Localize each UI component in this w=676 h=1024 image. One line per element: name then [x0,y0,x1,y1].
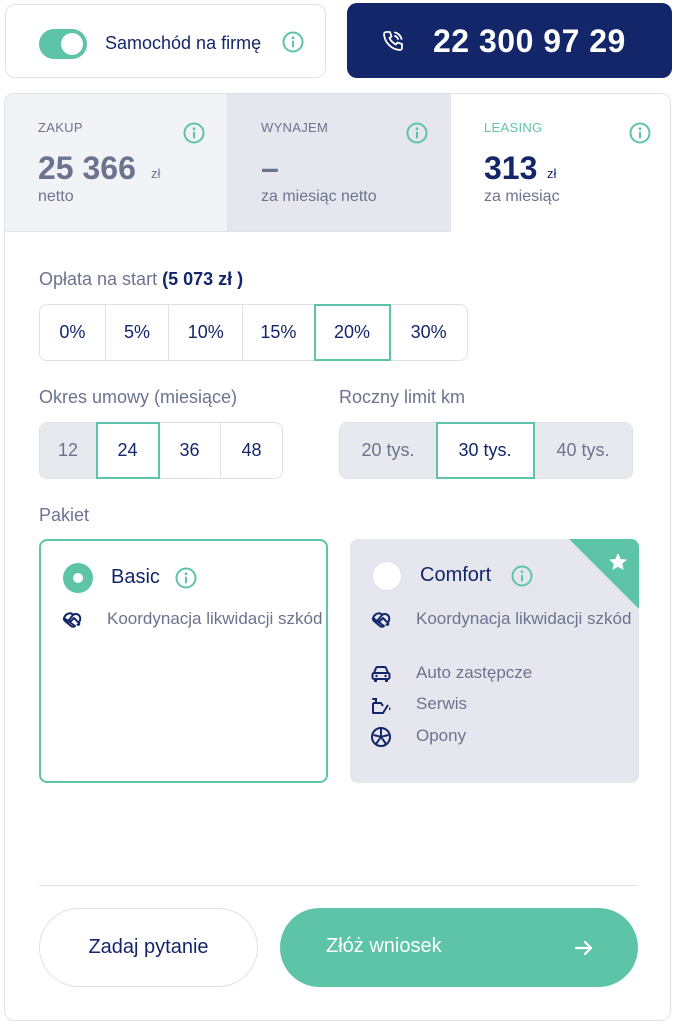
down-payment-option[interactable]: 10% [169,305,243,360]
down-payment-option[interactable]: 5% [106,305,170,360]
tire-icon [370,726,392,748]
car-icon [370,663,392,685]
submit-application-label: Złóż wniosek [326,935,442,957]
ask-question-button[interactable]: Zadaj pytanie [39,908,258,987]
tab-title: LEASING [484,120,543,135]
tab-title: ZAKUP [38,120,83,135]
contract-period-label: Okres umowy (miesiące) [39,387,238,407]
package-feature-text: Opony [416,726,467,745]
package-basic-radio[interactable] [63,563,93,593]
tab-rent[interactable] [228,94,451,232]
phone-button[interactable] [347,3,672,78]
package-feature-text: Koordynacja likwidacji szkód [107,609,323,628]
down-payment-label-text: Opłata na start [39,269,158,289]
down-payment-option-selected[interactable]: 20% [315,305,391,360]
annual-km-option-disabled: 20 tys. [340,423,437,478]
package-feature-text: Auto zastępcze [416,663,533,682]
tab-subtitle: za miesiąc [484,188,560,205]
down-payment-label [39,269,243,290]
annual-km-option-selected[interactable]: 30 tys. [437,423,534,478]
company-car-switch[interactable] [39,29,87,59]
annual-km-option-disabled: 40 tys. [534,423,632,478]
tab-price: 25 366 [38,150,136,186]
contract-period-option[interactable]: 48 [241,440,262,460]
tabs-divider [5,231,451,232]
offer-card [4,93,671,1021]
info-icon[interactable] [282,31,304,53]
actions-divider [39,885,638,886]
phone-number: 22 300 97 29 [433,23,626,59]
annual-km-options [339,422,633,479]
annual-km-label: Roczny limit km [339,387,466,407]
recommended-ribbon [569,539,639,609]
contract-period-option-selected[interactable]: 24 [97,423,159,478]
info-icon[interactable] [511,565,533,587]
down-payment-option[interactable]: 15% [243,305,315,360]
package-comfort-title: Comfort [420,564,492,586]
info-icon[interactable] [406,122,428,144]
handshake-icon [370,609,392,631]
oil-can-icon [370,694,392,716]
package-label: Pakiet [39,505,90,525]
package-basic-title: Basic [111,566,160,588]
package-comfort-card[interactable] [350,539,639,783]
arrow-right-icon [572,936,596,960]
phone-icon [381,29,405,53]
tab-purchase[interactable] [5,94,228,232]
info-icon[interactable] [629,122,651,144]
package-feature-text: Koordynacja likwidacji szkód [416,609,632,628]
company-car-toggle-card [5,4,326,78]
package-comfort-radio[interactable] [372,561,402,591]
tab-subtitle: netto [38,188,74,205]
tab-subtitle: za miesiąc netto [261,188,377,205]
company-car-label: Samochód na firmę [105,33,262,53]
down-payment-amount: (5 073 zł ) [162,269,244,289]
tab-currency: zł [547,166,557,181]
star-icon [607,551,629,573]
contract-period-option[interactable]: 36 [159,423,221,478]
switch-knob [61,33,83,55]
tab-title: WYNAJEM [261,120,329,135]
tab-currency: zł [151,166,161,181]
info-icon[interactable] [175,567,197,589]
contract-period-options [39,422,283,479]
down-payment-option[interactable]: 0% [40,305,106,360]
handshake-icon [61,609,83,631]
package-basic-card[interactable] [39,539,328,783]
submit-application-button[interactable] [280,908,638,987]
tab-price: – [261,150,279,186]
down-payment-option[interactable]: 30% [410,322,447,342]
info-icon[interactable] [183,122,205,144]
contract-period-option-disabled: 12 [40,423,97,478]
tab-leasing[interactable] [451,94,671,232]
down-payment-options [39,304,468,361]
package-feature-text: Serwis [416,694,468,713]
tab-price: 313 [484,150,538,186]
